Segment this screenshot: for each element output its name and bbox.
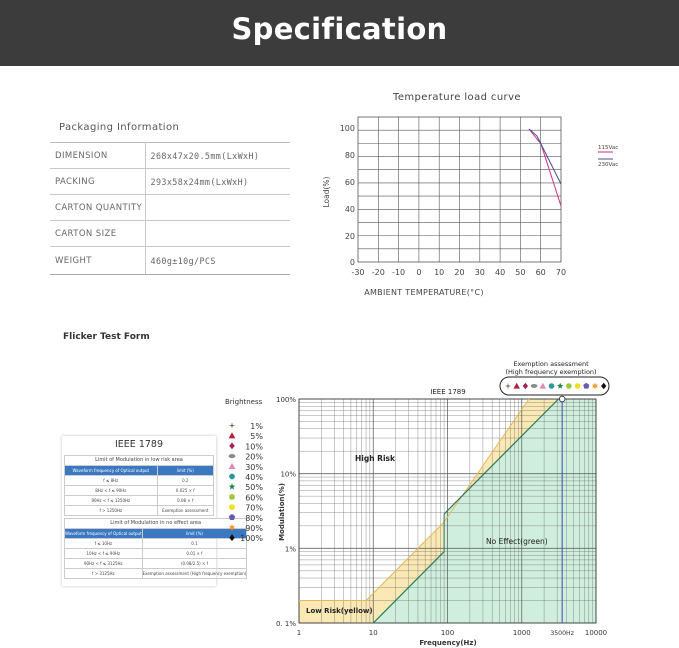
flicker-chart: [218, 355, 618, 647]
table-cell: 90Hz < f ≤ 3125Hz: [65, 559, 143, 569]
table-cell: 0.025 × f: [157, 486, 213, 496]
row-label: CARTON SIZE: [50, 221, 145, 247]
x-tick-label: 3500Hz: [550, 630, 574, 637]
brightness-level-label: 90%: [245, 524, 263, 533]
legend-115vac: 115Vac: [598, 145, 619, 151]
triangle-icon: [229, 432, 236, 438]
flicker-section-title: Flicker Test Form: [63, 332, 150, 342]
table-row: [50, 169, 290, 195]
temperature-grid: [358, 117, 561, 262]
temperature-y-axis-label: Load(%): [322, 176, 331, 208]
row-label: WEIGHT: [50, 247, 145, 275]
table-row: [50, 143, 290, 169]
table-cell: f ≤ 8Hz: [65, 476, 158, 486]
brightness-level-label: 40%: [245, 473, 263, 482]
brightness-level-label: 20%: [245, 452, 263, 462]
brightness-label: Brightness: [225, 398, 263, 406]
low-risk-caption: Limit of Modulation in low risk area: [65, 456, 214, 466]
x-tick-label: 100: [440, 629, 455, 637]
table-row: [50, 221, 290, 247]
circle-icon: [549, 383, 555, 389]
flicker-x-ticks: [297, 629, 607, 637]
table-cell: Exemption assessment (High frequency exemption): [142, 569, 247, 579]
y-tick-label: 100%: [275, 396, 296, 404]
table-row: [50, 195, 290, 221]
x-tick-label: 40: [495, 268, 506, 277]
brightness-level-label: 50%: [245, 483, 263, 493]
curve-115vac: [529, 129, 561, 206]
x-tick-label: -20: [371, 268, 385, 277]
brightness-level-label: 5%: [250, 432, 263, 442]
y-tick-label: 0: [349, 258, 355, 267]
x-tick-label: 70: [555, 268, 567, 277]
table-cell: 8Hz < f ≤ 90Hz: [65, 486, 158, 496]
x-tick-label: 10000: [584, 629, 608, 637]
x-tick-label: 1: [296, 629, 302, 637]
exemption-label: Exemption assessment: [513, 360, 589, 368]
x-tick-label: 60: [535, 268, 546, 277]
row-label: PACKING: [50, 169, 145, 195]
flicker-x-axis-label: Frequency(Hz): [419, 639, 477, 647]
star-icon: [229, 483, 235, 489]
high-risk-label: High Risk: [355, 454, 395, 463]
pentagon-icon: [229, 514, 235, 520]
brightness-level-label: 1%: [250, 422, 263, 431]
y-tick-label: 10%: [280, 470, 296, 479]
table-cell: 10Hz < f ≤ 90Hz: [65, 549, 143, 559]
y-tick-label: 20: [344, 232, 355, 241]
y-tick-label: 80: [344, 151, 355, 160]
test-point-marker: [559, 396, 565, 402]
ellipse-icon: [229, 454, 236, 458]
table-cell: 0.1: [142, 539, 247, 549]
x-tick-label: 20: [454, 268, 465, 277]
diamond-icon: [229, 534, 234, 541]
x-tick-label: -10: [392, 268, 406, 277]
row-value: 460g±10g/PCS: [145, 247, 290, 275]
asterisk-icon: [229, 524, 235, 531]
x-tick-label: 10: [368, 629, 378, 637]
triangle-icon: [229, 463, 236, 469]
y-tick-label: 0. 1%: [275, 620, 296, 628]
table-cell: 90Hz < f ≤ 1250Hz: [65, 496, 158, 506]
packaging-table: [50, 142, 290, 275]
header-banner: [0, 0, 679, 66]
brightness-level-label: 70%: [245, 503, 263, 513]
row-value: 268x47x20.5mm(LxWxH): [145, 143, 290, 169]
circle-icon: [229, 474, 235, 480]
table-cell: 0.2: [157, 476, 213, 486]
row-value: [145, 221, 290, 247]
table-cell: f > 1250Hz: [65, 506, 158, 516]
column-header: Waveform frequency of Optical output: [65, 466, 158, 476]
legend-230vac: 230Vac: [598, 162, 619, 168]
row-label: CARTON QUANTITY: [50, 195, 145, 221]
y-tick-label: 1%: [284, 545, 296, 554]
table-cell: Exemption assessment: [157, 506, 213, 516]
brightness-level-label: 60%: [245, 493, 263, 503]
y-tick-label: 40: [344, 205, 355, 214]
brightness-level-label: 100%: [240, 534, 263, 544]
column-header: limit (%): [157, 466, 213, 476]
ieee-card-title: IEEE 1789: [114, 439, 163, 450]
brightness-level-label: 30%: [245, 462, 263, 472]
row-value: 293x58x24mm(LxWxH): [145, 169, 290, 195]
table-row: [50, 247, 290, 275]
column-header: Waveform frequency of Optical output: [65, 529, 143, 539]
temperature-x-ticks: [351, 268, 566, 277]
table-cell: (0.08/2.5) × f: [142, 559, 247, 569]
table-cell: 0.08 × f: [157, 496, 213, 506]
no-effect-label: No Effect(green): [486, 537, 548, 546]
low-risk-label: Low Risk(yellow): [306, 607, 373, 615]
brightness-level-label: 80%: [245, 513, 263, 523]
x-tick-label: 50: [515, 268, 526, 277]
table-cell: 0.01 × f: [142, 549, 247, 559]
brightness-legend: [229, 422, 264, 543]
x-tick-label: 0: [416, 268, 422, 277]
y-tick-label: 60: [344, 178, 355, 187]
circle-icon: [575, 383, 581, 389]
row-label: DIMENSION: [50, 143, 145, 169]
packaging-title: Packaging Information: [59, 122, 180, 133]
x-tick-label: -30: [351, 268, 365, 277]
exemption-sublabel: (High frequency exemption): [505, 368, 597, 376]
row-value: [145, 195, 290, 221]
table-cell: f ≤ 10Hz: [65, 539, 143, 549]
temperature-chart-title: Temperature load curve: [393, 92, 521, 103]
ellipse-icon: [531, 384, 538, 388]
diamond-icon: [229, 443, 234, 450]
circle-icon: [566, 383, 572, 389]
temperature-x-axis-label: AMBIENT TEMPERATURE(°C): [364, 288, 484, 297]
flicker-chart-title: IEEE 1789: [430, 388, 466, 396]
low-risk-limit-table: [64, 455, 214, 516]
x-tick-label: 10: [434, 268, 445, 277]
circle-icon: [229, 504, 235, 510]
y-tick-label: 100: [339, 124, 355, 133]
x-tick-label: 30: [474, 268, 485, 277]
brightness-level-label: 10%: [245, 442, 263, 452]
four-point-star-icon: [229, 422, 236, 429]
no-effect-caption: Limit of Modulation in no effect area: [65, 519, 247, 529]
page-title: Specification: [231, 12, 448, 46]
flicker-y-axis-label: Modulation(%): [278, 483, 286, 541]
temperature-y-ticks: [340, 124, 355, 267]
circle-icon: [229, 494, 235, 500]
temperature-load-chart: [315, 88, 619, 303]
column-header: limit (%): [142, 529, 247, 539]
x-tick-label: 1000: [512, 629, 531, 637]
ieee-1789-limits-card: [62, 436, 247, 586]
table-cell: f > 3125Hz: [65, 569, 143, 579]
